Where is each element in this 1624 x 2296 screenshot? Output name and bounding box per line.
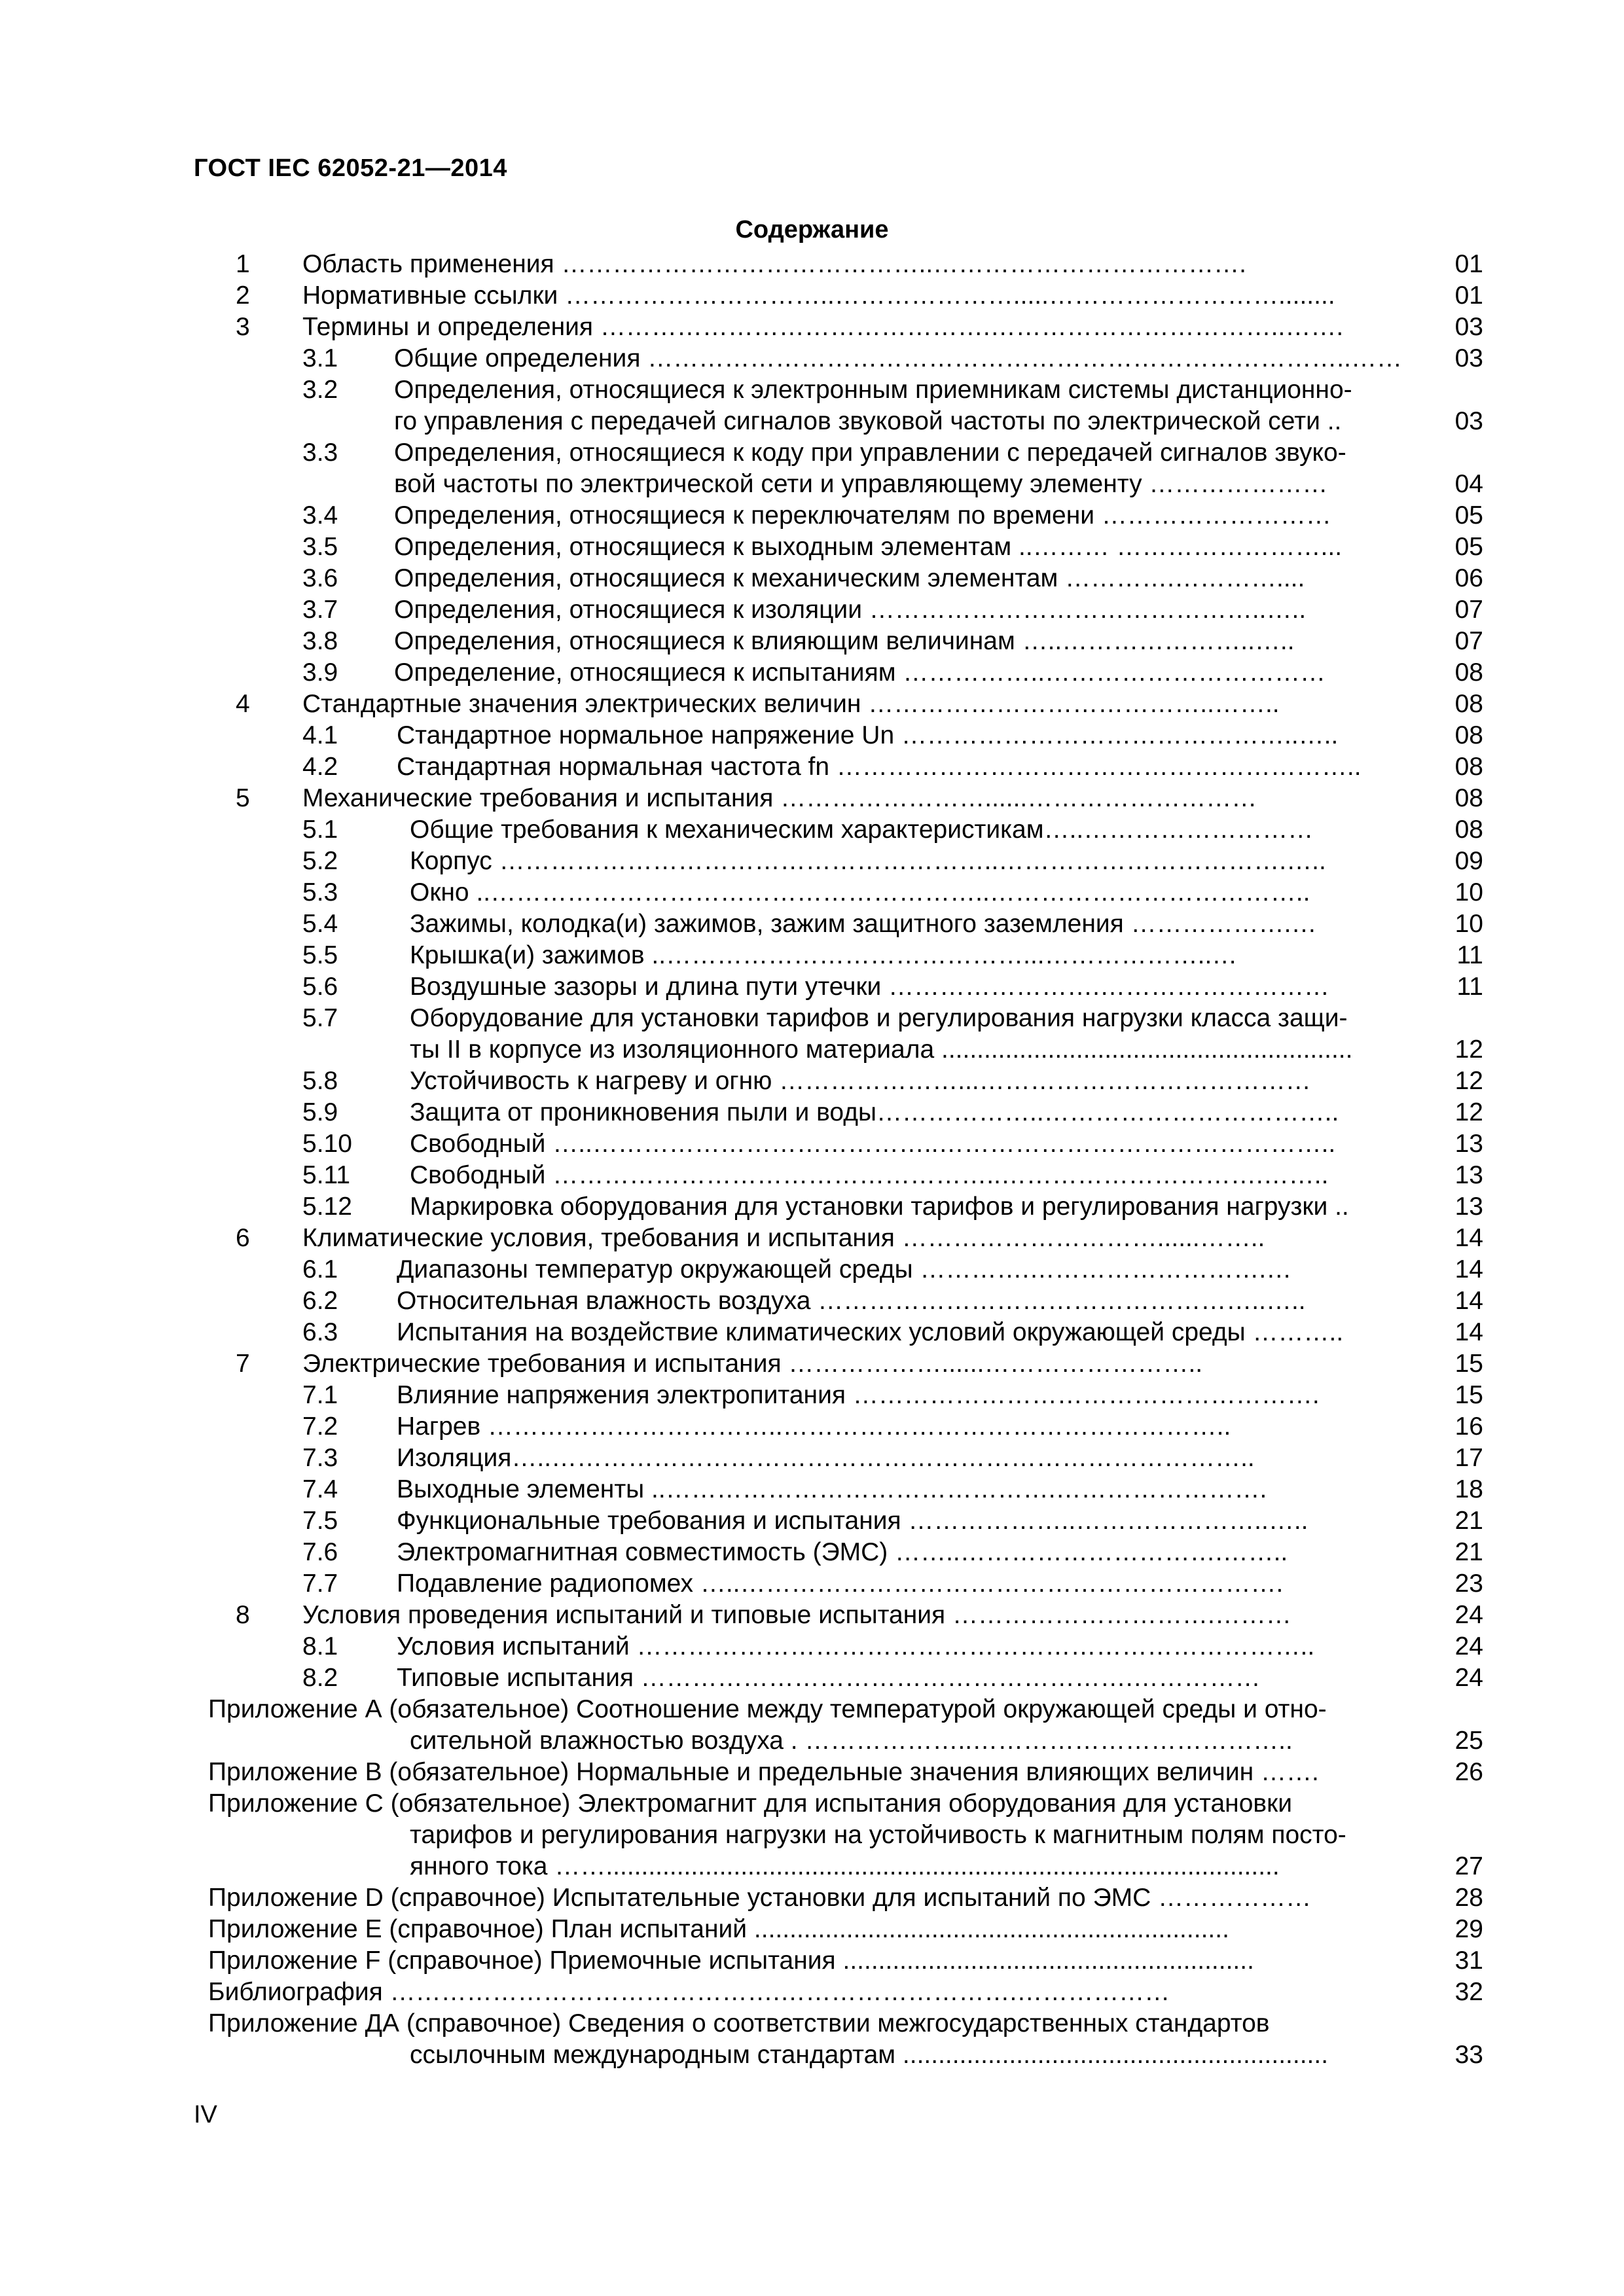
toc-entry	[0, 1066, 1624, 1097]
toc-entry-title: Приложение А (обязательное) Соотношение между температурой окружающей среды и отно-	[208, 1695, 1327, 1723]
toc-entry-number: 5.8	[302, 1067, 338, 1095]
toc-entry-page: 23	[1454, 1570, 1483, 1598]
toc-entry-page: 08	[1454, 658, 1483, 687]
toc-entry-number: 7.2	[302, 1412, 338, 1441]
toc-entry	[0, 1474, 1624, 1505]
toc-entry-number: 3.2	[302, 376, 338, 404]
toc-entry-page: 33	[1454, 2041, 1483, 2069]
toc-entry-page: 12	[1454, 1035, 1483, 1064]
toc-entry-page: 14	[1454, 1255, 1483, 1283]
toc-entry-title: Оборудование для установки тарифов и регулирования нагрузки класса защи-	[410, 1004, 1348, 1032]
toc-entry	[0, 1034, 1624, 1066]
toc-entry-number: 3.7	[302, 596, 338, 624]
toc-entry-title: янного тока ……...............................................................................................	[410, 1852, 1280, 1880]
toc-entry-title: Электромагнитная совместимость (ЭМС) ……..………………………….……..	[397, 1538, 1288, 1566]
toc-entry-number: 7.7	[302, 1570, 338, 1598]
toc-entry-title: Нормативные ссылки …………………………..………………….....………………………........	[302, 281, 1335, 310]
toc-entry-title: Относительная влажность воздуха ……………………………………………..…..	[397, 1287, 1306, 1315]
toc-entry	[0, 1505, 1624, 1537]
toc-title: Содержание	[735, 216, 889, 243]
toc-entry-page: 27	[1454, 1852, 1483, 1880]
toc-entry	[0, 594, 1624, 626]
toc-entry	[0, 908, 1624, 940]
toc-entry	[0, 1600, 1624, 1631]
toc-entry-title: Область применения ……………………………………..……………………………….	[302, 250, 1246, 278]
toc-entry-title: тарифов и регулирования нагрузки на устойчивость к магнитным полям посто-	[410, 1821, 1346, 1849]
toc-entry-number: 3.8	[302, 627, 338, 655]
toc-entry-number: 5.1	[302, 816, 338, 844]
toc-entry-page: 05	[1454, 501, 1483, 529]
toc-entry-page: 24	[1454, 1664, 1483, 1692]
toc-entry	[0, 469, 1624, 500]
toc-entry-title: Подавление радиопомех …..……………………………………………………….	[397, 1570, 1284, 1598]
toc-entry	[0, 406, 1624, 437]
toc-entry	[0, 1694, 1624, 1725]
toc-entry	[0, 1160, 1624, 1191]
toc-entry-title: Воздушные зазоры и длина пути утечки …………………….………………………	[410, 973, 1329, 1001]
toc-entry-page: 24	[1454, 1601, 1483, 1629]
toc-entry-page: 08	[1454, 753, 1483, 781]
toc-entry-title: ты II в корпусе из изоляционного материала ..........................................................	[410, 1035, 1353, 1064]
toc-entry	[0, 280, 1624, 312]
toc-entry-page: 28	[1454, 1884, 1483, 1912]
toc-entry-title: Функциональные требования и испытания ………………..…………………..…..	[397, 1507, 1308, 1535]
toc-entry-title: Определения, относящиеся к изоляции ………………………………………..…..	[394, 596, 1307, 624]
toc-entry-title: Электрические требования и испытания ………………......……………………..	[302, 1350, 1203, 1378]
toc-entry-title: Стандартные значения электрических величин …………………………………..……..	[302, 690, 1280, 718]
toc-entry	[0, 1285, 1624, 1317]
toc-entry-title: Приложение ДА (справочное) Сведения о соответствии межгосударственных стандартов	[208, 2009, 1270, 2037]
toc-entry	[0, 2039, 1624, 2071]
toc-entry-number: 3.3	[302, 439, 338, 467]
toc-entry-title: Маркировка оборудования для установки тарифов и регулирования нагрузки ..	[410, 1193, 1349, 1221]
toc-entry-page: 17	[1454, 1444, 1483, 1472]
toc-entry-page: 15	[1454, 1350, 1483, 1378]
toc-entry-title: Типовые испытания ………………………………………………….……………	[397, 1664, 1261, 1692]
toc-entry	[0, 1820, 1624, 1851]
toc-entry-title: Испытания на воздействие климатических условий окружающей среды ………..	[397, 1318, 1344, 1346]
toc-entry-title: Окно ..…………………………………………………..………………………………..	[410, 878, 1310, 906]
toc-entry-page: 13	[1454, 1161, 1483, 1189]
toc-entry-title: Определения, относящиеся к механическим элементам ………….…………....	[394, 564, 1305, 592]
toc-entry-page: 10	[1454, 878, 1483, 906]
toc-entry-title: Зажимы, колодка(и) зажимов, зажим защитного заземления ……………….…	[410, 910, 1317, 938]
toc-entry-number: 8.2	[302, 1664, 338, 1692]
toc-entry-number: 7	[236, 1350, 250, 1378]
toc-entry-title: Определение, относящиеся к испытаниям ……………..……………………………	[394, 658, 1326, 687]
toc-entry-number: 5.11	[302, 1161, 351, 1189]
toc-entry	[0, 626, 1624, 657]
toc-entry-page: 32	[1454, 1978, 1483, 2006]
toc-entry-number: 3.4	[302, 501, 338, 529]
toc-entry	[0, 343, 1624, 374]
toc-entry-title: Приложение F (справочное) Приемочные испытания ..........................................................	[208, 1946, 1254, 1975]
toc-entry-page: 05	[1454, 533, 1483, 561]
toc-entry-title: Стандартная нормальная частота fn ……………………………………………………..	[397, 753, 1362, 781]
toc-entry-number: 5.10	[302, 1130, 352, 1158]
toc-entry-number: 4.1	[302, 721, 338, 749]
toc-entry-number: 6.3	[302, 1318, 338, 1346]
toc-entry	[0, 720, 1624, 751]
toc-entry-number: 3.9	[302, 658, 338, 687]
toc-entry-title: Термины и определения ……………………………………….……………………………..…….	[302, 313, 1344, 341]
toc-entry	[0, 1191, 1624, 1223]
toc-entry	[0, 1788, 1624, 1820]
toc-entry	[0, 1317, 1624, 1348]
toc-entry-number: 3.5	[302, 533, 338, 561]
toc-entry-number: 5.6	[302, 973, 338, 1001]
toc-entry-title: Крышка(и) зажимов ..……………………………………...………………..…	[410, 941, 1238, 969]
toc-entry-title: Свободный ……………………………………………..………………………….……..	[410, 1161, 1329, 1189]
toc-entry-number: 5.7	[302, 1004, 338, 1032]
toc-entry-number: 6.1	[302, 1255, 338, 1283]
toc-entry-title: Выходные элементы ..……………………………………….…………………….	[397, 1475, 1267, 1503]
toc-entry-title: Библиография ……………………………………….……………………….………………	[208, 1978, 1170, 2006]
toc-entry-title: Общие требования к механическим характеристикам…..………………………	[410, 816, 1314, 844]
toc-entry-title: Свободный …..…………………………………..………………………………………..	[410, 1130, 1336, 1158]
toc-entry-page: 24	[1454, 1632, 1483, 1660]
toc-entry	[0, 312, 1624, 343]
toc-entry-page: 03	[1454, 344, 1483, 372]
toc-entry-title: Условия проведения испытаний и типовые испытания ………………………….………	[302, 1601, 1291, 1629]
toc-entry	[0, 689, 1624, 720]
toc-entry-number: 3.6	[302, 564, 338, 592]
toc-entry	[0, 374, 1624, 406]
toc-entry	[0, 1254, 1624, 1285]
toc-entry	[0, 783, 1624, 814]
document-header: ГОСТ IEC 62052-21—2014	[194, 154, 507, 182]
toc-entry	[0, 437, 1624, 469]
toc-entry-page: 10	[1454, 910, 1483, 938]
toc-entry-page: 12	[1454, 1067, 1483, 1095]
toc-entry-page: 18	[1454, 1475, 1483, 1503]
toc-entry-page: 14	[1454, 1287, 1483, 1315]
toc-entry-number: 7.3	[302, 1444, 338, 1472]
toc-entry-page: 13	[1454, 1130, 1483, 1158]
toc-entry	[0, 531, 1624, 563]
toc-entry-page: 25	[1454, 1727, 1483, 1755]
toc-entry-title: Приложение С (обязательное) Электромагнит для испытания оборудования для установки	[208, 1789, 1292, 1818]
toc-entry	[0, 1411, 1624, 1443]
toc-entry-number: 7.4	[302, 1475, 338, 1503]
toc-entry-page: 14	[1454, 1224, 1483, 1252]
toc-entry	[0, 1380, 1624, 1411]
toc-entry-title: Климатические условия, требования и испытания …………………………......……..	[302, 1224, 1265, 1252]
toc-entry-title: Определения, относящиеся к электронным приемникам системы дистанционно-	[394, 376, 1352, 404]
toc-entry-title: Изоляция…..………………………………………………………………………..	[397, 1444, 1255, 1472]
toc-entry-page: 08	[1454, 816, 1483, 844]
toc-entry-title: Определения, относящиеся к коду при управлении с передачей сигналов звуко-	[394, 439, 1346, 467]
toc-entry-page: 01	[1454, 250, 1483, 278]
toc-entry	[0, 1977, 1624, 2008]
toc-entry	[0, 249, 1624, 280]
toc-entry	[0, 1348, 1624, 1380]
toc-entry-page: 15	[1454, 1381, 1483, 1409]
toc-entry-page: 03	[1454, 407, 1483, 435]
toc-entry	[0, 751, 1624, 783]
toc-entry-title: Определения, относящиеся к переключателям по времени ………………………	[394, 501, 1331, 529]
toc-entry	[0, 500, 1624, 531]
toc-entry-title: сительной влажностью воздуха . ………………..………………………………..	[410, 1727, 1293, 1755]
toc-entry-page: 08	[1454, 721, 1483, 749]
toc-entry-number: 5	[236, 784, 250, 812]
toc-entry	[0, 1223, 1624, 1254]
toc-entry	[0, 971, 1624, 1003]
toc-entry-page: 14	[1454, 1318, 1483, 1346]
toc-entry-page: 12	[1454, 1098, 1483, 1126]
toc-entry-page: 07	[1454, 627, 1483, 655]
toc-entry	[0, 1914, 1624, 1945]
toc-entry-number: 5.5	[302, 941, 338, 969]
toc-entry-page: 26	[1454, 1758, 1483, 1786]
toc-entry-page: 16	[1454, 1412, 1483, 1441]
toc-entry-page: 09	[1454, 847, 1483, 875]
toc-entry-title: Нагрев ……………………………..……………………………………………..	[397, 1412, 1231, 1441]
toc-entry	[0, 1003, 1624, 1034]
toc-entry-title: ссылочным международным стандартам ............................................................	[410, 2041, 1329, 2069]
toc-entry-number: 2	[236, 281, 250, 310]
toc-entry-title: Условия испытаний ……………………………………………………………………..	[397, 1632, 1315, 1660]
toc-entry-number: 7.6	[302, 1538, 338, 1566]
toc-entry-number: 1	[236, 250, 250, 278]
toc-entry-page: 08	[1454, 784, 1483, 812]
toc-entry-number: 3	[236, 313, 250, 341]
toc-entry-title: Общие определения ………………………………………………………………………..……	[394, 344, 1402, 372]
toc-entry-page: 07	[1454, 596, 1483, 624]
toc-entry	[0, 846, 1624, 877]
toc-entry-title: Устойчивость к нагреву и огню …………………...…………………………………	[410, 1067, 1311, 1095]
toc-entry-title: Механические требования и испытания ……………………......………………………	[302, 784, 1257, 812]
toc-entry-title: вой частоты по электрической сети и управляющему элементу …………………	[394, 470, 1328, 498]
toc-entry	[0, 1631, 1624, 1662]
toc-entry-page: 31	[1454, 1946, 1483, 1975]
toc-entry-title: Приложение В (обязательное) Нормальные и предельные значения влияющих величин …….	[208, 1758, 1319, 1786]
toc-entry	[0, 1945, 1624, 1977]
toc-entry-page: 04	[1454, 470, 1483, 498]
toc-entry-number: 5.9	[302, 1098, 338, 1126]
toc-entry	[0, 1443, 1624, 1474]
toc-entry-title: Влияние напряжения электропитания ……………………………………………….	[397, 1381, 1320, 1409]
toc-entry-page: 06	[1454, 564, 1483, 592]
toc-entry-number: 5.3	[302, 878, 338, 906]
toc-entry-page: 11	[1456, 973, 1483, 1001]
toc-entry-title: Приложение Е (справочное) План испытаний ...................................................................	[208, 1915, 1229, 1943]
toc-entry-number: 4	[236, 690, 250, 718]
toc-entry-number: 5.4	[302, 910, 338, 938]
toc-entry	[0, 940, 1624, 971]
toc-entry-page: 11	[1456, 941, 1483, 969]
toc-entry-page: 03	[1454, 313, 1483, 341]
toc-entry-number: 6.2	[302, 1287, 338, 1315]
toc-entry	[0, 657, 1624, 689]
toc-entry-number: 3.1	[302, 344, 338, 372]
toc-entry	[0, 1662, 1624, 1694]
toc-entry-page: 01	[1454, 281, 1483, 310]
toc-entry-number: 4.2	[302, 753, 338, 781]
toc-entry	[0, 563, 1624, 594]
toc-entry	[0, 1725, 1624, 1757]
toc-entry	[0, 1537, 1624, 1568]
toc-entry-page: 13	[1454, 1193, 1483, 1221]
toc-entry-page: 21	[1454, 1538, 1483, 1566]
toc-entry-number: 5.2	[302, 847, 338, 875]
toc-entry-title: Стандартное нормальное напряжение Un ………………………………………..…..	[397, 721, 1339, 749]
toc-entry	[0, 877, 1624, 908]
toc-entry-number: 6	[236, 1224, 250, 1252]
toc-entry	[0, 1568, 1624, 1600]
toc-entry-title: Корпус …………………………………………………..…………………………….…..	[410, 847, 1326, 875]
toc-entry-number: 7.1	[302, 1381, 338, 1409]
toc-entry-page: 08	[1454, 690, 1483, 718]
toc-entry-title: го управления с передачей сигналов звуковой частоты по электрической сети ..	[394, 407, 1342, 435]
toc-entry-number: 8	[236, 1601, 250, 1629]
toc-entry	[0, 1757, 1624, 1788]
toc-entry	[0, 814, 1624, 846]
table-of-contents	[0, 249, 1624, 2071]
toc-entry-number: 8.1	[302, 1632, 338, 1660]
toc-entry-title: Приложение D (справочное) Испытательные установки для испытаний по ЭМС ………………	[208, 1884, 1312, 1912]
toc-entry	[0, 1882, 1624, 1914]
toc-entry-page: 21	[1454, 1507, 1483, 1535]
toc-entry-title: Определения, относящиеся к влияющим величинам …..…………………..…..	[394, 627, 1295, 655]
toc-entry	[0, 1851, 1624, 1882]
toc-entry	[0, 1097, 1624, 1128]
toc-entry-number: 7.5	[302, 1507, 338, 1535]
toc-entry-page: 29	[1454, 1915, 1483, 1943]
toc-entry	[0, 1128, 1624, 1160]
toc-entry-title: Определения, относящиеся к выходным элементам ..……… ……………………...	[394, 533, 1343, 561]
toc-entry-number: 5.12	[302, 1193, 352, 1221]
toc-entry-title: Защита от проникновения пыли и воды………………..……………………………..	[410, 1098, 1339, 1126]
toc-entry-title: Диапазоны температур окружающей среды ………….……………………….…	[397, 1255, 1292, 1283]
toc-entry	[0, 2008, 1624, 2039]
page-number: IV	[194, 2101, 217, 2128]
